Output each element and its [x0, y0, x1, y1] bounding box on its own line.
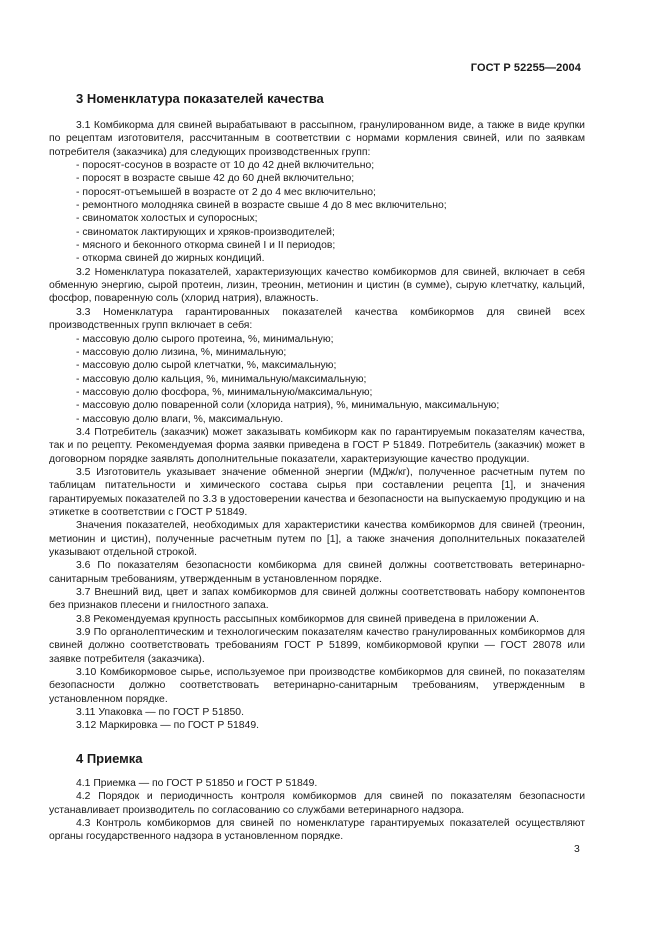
list-item: - массовую долю поваренной соли (хлорида натрия), %, минимальную, максимальную; [76, 400, 500, 412]
paragraph-4-1: 4.1 Приемка — по ГОСТ Р 51850 и ГОСТ Р 51849. [76, 777, 318, 789]
guaranteed-indicators-list [49, 333, 585, 426]
paragraph-3-9: 3.9 По органолептическим и технологическим показателям качество гранулированных комбикормов для свиней должно соответствовать требованиям ГОСТ Р 51899, комбикормовой крупки — ГОСТ 28078 или заявке потребителя (заказчика). [49, 627, 585, 665]
list-item: - массовую долю кальция, %, минимальную/максимальную; [76, 373, 367, 385]
list-item: - поросят в возрасте свыше 42 до 60 дней включительно; [76, 173, 355, 185]
paragraph-4-2: 4.2 Порядок и периодичность контроля комбикормов для свиней по показателям безопасности устанавливает производитель по согласованию со службами ветеринарного надзора. [49, 791, 585, 816]
list-item: - ремонтного молодняка свиней в возрасте свыше 4 до 8 мес включительно; [76, 200, 447, 212]
paragraph-3-5-continued: Значения показателей, необходимых для характеристики качества комбикормов для свиней (треонин, метионин и цистин), полученные расчетным путем по [1], а также значения дополнительных показателей указывают отдельной строкой. [49, 520, 585, 558]
page-number: 3 [574, 844, 580, 855]
list-item: - поросят-сосунов в возрасте от 10 до 42 дней включительно; [76, 160, 375, 172]
list-item: - мясного и беконного откорма свиней I и II периодов; [76, 240, 336, 252]
list-item: - массовую долю фосфора, %, минимальную/максимальную; [76, 386, 373, 398]
paragraph-3-4: 3.4 Потребитель (заказчик) может заказывать комбикорм как по гарантируемым показателям качества, так и по рецепту. Рекомендуемая форма заявки приведена в ГОСТ Р 51849. Потребитель (заказчик) может в договорном порядке заявлять дополнительные показатели, характеризующие качество продукции. [49, 426, 585, 465]
paragraph-3-2: 3.2 Номенклатура показателей, характеризующих качество комбикормов для свиней, включает в себя обменную энергию, сырой протеин, лизин, треонин, метионин и цистин (в сумме), сырую клетчатку, кальций, фосфор, поваренную соль (хлорид натрия), влажность. [49, 266, 585, 305]
list-item: - поросят-отъемышей в возрасте от 2 до 4 мес включительно; [76, 186, 376, 198]
list-item: - свиноматок лактирующих и хряков-производителей; [76, 226, 335, 238]
paragraph-3-5: 3.5 Изготовитель указывает значение обменной энергии (МДж/кг), полученное расчетным путем по таблицам питательности и химического состава сырья при составлении рецепта [1], и значения гарантируемых показателей по 3.3 в удостоверении качества и безопасности на выпускаемую продукцию и на этикетке в соответствии с ГОСТ Р 51849. [49, 466, 585, 518]
paragraph-3-12: 3.12 Маркировка — по ГОСТ Р 51849. [76, 720, 259, 732]
page-content [49, 88, 585, 844]
list-item: - массовую долю лизина, %, минимальную; [76, 346, 287, 358]
paragraph-3-3: 3.3 Номенклатура гарантированных показателей качества комбикормов для свиней всех производственных групп включает в себя: [49, 306, 585, 332]
list-item: - откорма свиней до жирных кондиций. [76, 253, 265, 265]
paragraph-4-3: 4.3 Контроль комбикормов для свиней по номенклатуре гарантируемых показателей осуществляют органы государственного надзора в установленном порядке. [49, 817, 585, 843]
list-item: - свиноматок холостых и супоросных; [76, 213, 258, 225]
standard-code-header: ГОСТ Р 52255—2004 [470, 62, 581, 74]
list-item: - массовую долю влаги, %, максимальную. [76, 413, 284, 425]
paragraph-3-10: 3.10 Комбикормовое сырье, используемое при производстве комбикормов для свиней, по показателям безопасности должно соответствовать ветеринарно-санитарным требованиям, утвержденным в установленном порядке. [49, 667, 585, 705]
section-4-heading: 4 Приемка [76, 750, 143, 766]
paragraph-3-1: 3.1 Комбикорма для свиней вырабатывают в рассыпном, гранулированном виде, а также в виде крупки по рецептам изготовителя, рассчитанным в соответствии с нормами кормления свиней, или по заявкам потребителя (заказчика) для следующих производственных групп: [49, 120, 585, 158]
paragraph-3-6: 3.6 По показателям безопасности комбикорма для свиней должны соответствовать ветеринарно-санитарным требованиям, утвержденным в установленном порядке. [49, 560, 585, 585]
paragraph-3-8: 3.8 Рекомендуемая крупность рассыпных комбикормов для свиней приведена в приложении А. [76, 613, 539, 625]
paragraph-3-11: 3.11 Упаковка — по ГОСТ Р 51850. [76, 707, 244, 719]
section-3-heading: 3 Номенклатура показателей качества [76, 91, 324, 106]
list-item: - массовую долю сырой клетчатки, %, максимальную; [76, 360, 337, 372]
paragraph-3-7: 3.7 Внешний вид, цвет и запах комбикормов для свиней должны соответствовать набору компонентов без признаков плесени и гнилостного запаха. [49, 587, 585, 612]
list-item: - массовую долю сырого протеина, %, минимальную; [76, 333, 334, 345]
production-groups-list [49, 159, 585, 266]
